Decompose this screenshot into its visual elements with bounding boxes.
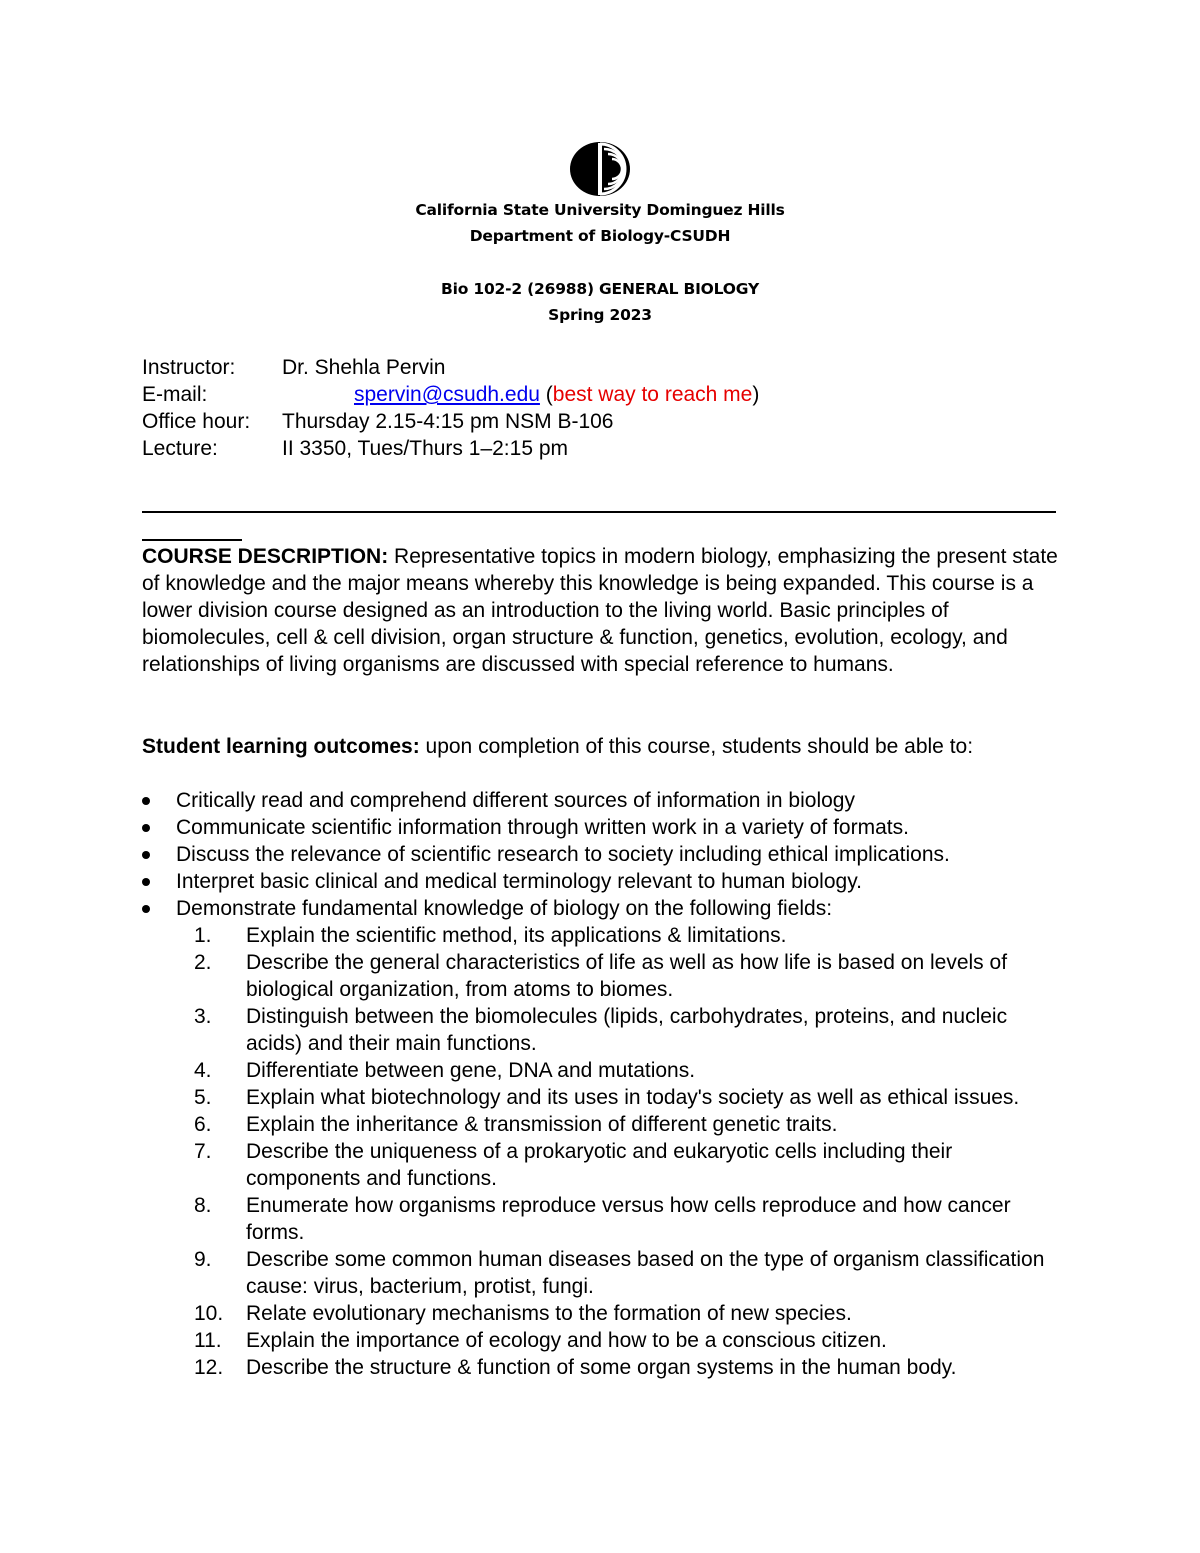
email-label: E-mail: xyxy=(142,383,208,406)
list-item xyxy=(142,1192,1062,1246)
list-number: 7. xyxy=(194,1140,212,1163)
bullet-icon xyxy=(142,851,150,859)
list-item xyxy=(142,1111,1062,1138)
university-name: California State University Dominguez Hills xyxy=(415,201,785,219)
fields-numbered-list xyxy=(142,922,1062,1381)
course-description-heading: COURSE DESCRIPTION: xyxy=(142,545,389,568)
office-hour-label: Office hour: xyxy=(142,410,251,433)
list-item xyxy=(142,1057,1062,1084)
lecture-value: II 3350, Tues/Thurs 1–2:15 pm xyxy=(282,437,569,460)
bullet-text: Interpret basic clinical and medical terminology relevant to human biology. xyxy=(176,870,862,893)
list-item-text: Describe some common human diseases based on the type of organism classification cause: virus, bacterium, protist, fungi. xyxy=(246,1248,1045,1298)
email-value-group xyxy=(354,381,759,408)
list-item-text: Explain what biotechnology and its uses in today's society as well as ethical issues. xyxy=(246,1086,1020,1109)
department-name: Department of Biology-CSUDH xyxy=(469,227,731,245)
list-item-text: Explain the inheritance & transmission of different genetic traits. xyxy=(246,1113,838,1136)
office-hour-value: Thursday 2.15-4:15 pm NSM B-106 xyxy=(282,410,614,433)
instructor-value: Dr. Shehla Pervin xyxy=(282,356,446,379)
list-number: 4. xyxy=(194,1059,212,1082)
list-item-text: Explain the importance of ecology and how to be a conscious citizen. xyxy=(246,1329,887,1352)
email-close-paren: ) xyxy=(752,383,760,406)
list-number: 3. xyxy=(194,1005,212,1028)
outcomes-bullet-list xyxy=(142,787,1062,922)
list-item-text: Enumerate how organisms reproduce versus how cells reproduce and how cancer forms. xyxy=(246,1194,1011,1244)
course-title: Bio 102-2 (26988) GENERAL BIOLOGY xyxy=(441,280,759,298)
list-item xyxy=(142,868,1062,895)
list-number: 1. xyxy=(194,924,212,947)
list-number: 9. xyxy=(194,1248,212,1271)
list-item xyxy=(142,949,1062,1003)
list-item xyxy=(142,1327,1062,1354)
lecture-label: Lecture: xyxy=(142,437,218,460)
list-item xyxy=(142,1246,1062,1300)
list-item-text: Distinguish between the biomolecules (lipids, carbohydrates, proteins, and nucleic acids) and their main functions. xyxy=(246,1005,1008,1055)
list-item xyxy=(142,814,1062,841)
bullet-icon xyxy=(142,797,150,805)
list-number: 2. xyxy=(194,951,212,974)
list-item xyxy=(142,1300,1062,1327)
divider-line xyxy=(142,511,1056,513)
list-number: 10. xyxy=(194,1302,224,1325)
learning-outcomes-heading: Student learning outcomes: xyxy=(142,735,420,758)
bullet-text: Discuss the relevance of scientific research to society including ethical implications. xyxy=(176,843,950,866)
bullet-text: Critically read and comprehend different sources of information in biology xyxy=(176,789,855,812)
bullet-text: Demonstrate fundamental knowledge of biology on the following fields: xyxy=(176,897,833,920)
learning-outcomes-intro xyxy=(142,733,1062,760)
list-item-text: Differentiate between gene, DNA and mutations. xyxy=(246,1059,696,1082)
list-number: 6. xyxy=(194,1113,212,1136)
course-description xyxy=(142,543,1062,678)
instructor-label: Instructor: xyxy=(142,356,236,379)
bullet-icon xyxy=(142,824,150,832)
list-number: 8. xyxy=(194,1194,212,1217)
divider-line-continuation xyxy=(142,539,242,541)
list-number: 11. xyxy=(194,1329,222,1352)
list-item-text: Describe the general characteristics of life as well as how life is based on levels of biological organization, from atoms to biomes. xyxy=(246,951,1008,1001)
bullet-text: Communicate scientific information through written work in a variety of formats. xyxy=(176,816,909,839)
bullet-icon xyxy=(142,905,150,913)
list-item xyxy=(142,922,1062,949)
learning-outcomes-intro-text: upon completion of this course, students should be able to: xyxy=(419,735,974,758)
list-number: 5. xyxy=(194,1086,212,1109)
list-item xyxy=(142,1354,1062,1381)
list-item xyxy=(142,1084,1062,1111)
list-item-text: Explain the scientific method, its applications & limitations. xyxy=(246,924,787,947)
email-open-paren: ( xyxy=(539,383,553,406)
email-link[interactable]: spervin@csudh.edu xyxy=(354,383,540,406)
list-item xyxy=(142,895,1062,922)
list-item xyxy=(142,787,1062,814)
list-item-text: Relate evolutionary mechanisms to the formation of new species. xyxy=(246,1302,852,1325)
list-item xyxy=(142,1138,1062,1192)
list-number: 12. xyxy=(194,1356,224,1379)
email-note: best way to reach me xyxy=(552,383,753,406)
list-item xyxy=(142,1003,1062,1057)
course-description-text: Representative topics in modern biology, emphasizing the present state of knowledge and the major means whereby this knowledge is being expanded. This course is a lower division course designed as an introduction to the living world. Basic principles of biomolecules, cell & cell division, organ structure & function, genetics, evolution, ecology, and relationships of living organisms are discussed with special reference to humans. xyxy=(142,545,1058,676)
bullet-icon xyxy=(142,878,150,886)
course-term: Spring 2023 xyxy=(548,306,652,324)
list-item-text: Describe the uniqueness of a prokaryotic and eukaryotic cells including their components and functions. xyxy=(246,1140,953,1190)
university-logo-icon xyxy=(569,141,631,197)
list-item-text: Describe the structure & function of some organ systems in the human body. xyxy=(246,1356,957,1379)
list-item xyxy=(142,841,1062,868)
